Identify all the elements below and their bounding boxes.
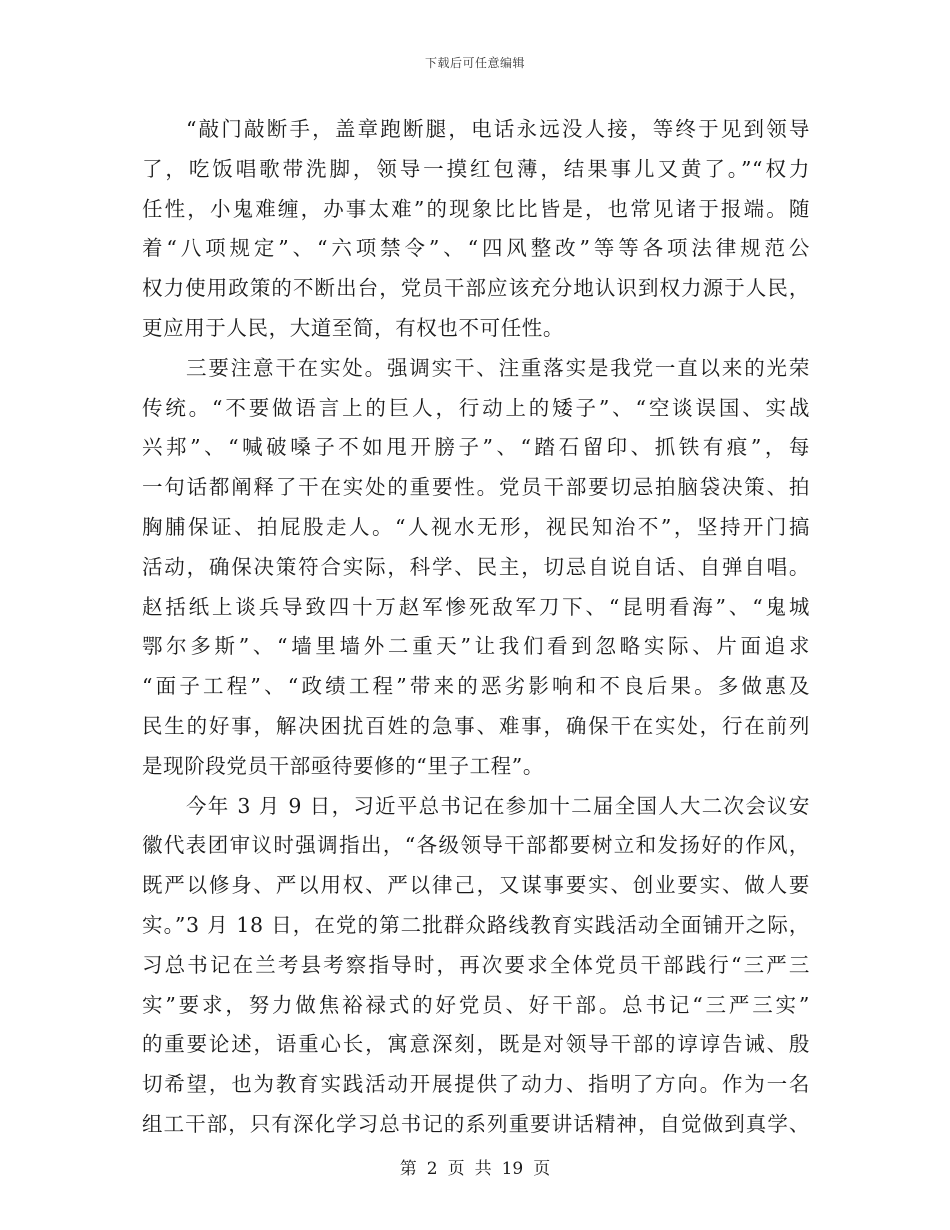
text-line: 一句话都阐释了干在实处的重要性。党员干部要切忌拍脑袋决策、拍 xyxy=(142,475,810,500)
text-line: 的重要论述，语重心长，寓意深刻，既是对领导干部的谆谆告诫、殷 xyxy=(142,1032,810,1057)
page-label: 第 xyxy=(399,1159,417,1179)
body-text xyxy=(142,110,810,1145)
text-line: 实”要求，努力做焦裕禄式的好党员、好干部。总书记“三严三实” xyxy=(142,992,810,1017)
text-line: 既严以修身、严以用权、严以律己，又谋事要实、创业要实、做人要 xyxy=(142,873,810,898)
text-line: 切希望，也为教育实践活动开展提供了动力、指明了方向。作为一名 xyxy=(142,1072,810,1097)
text-line: 是现阶段党员干部亟待要修的“里子工程”。 xyxy=(142,753,544,778)
text-line: 权力使用政策的不断出台，党员干部应该充分地认识到权力源于人民， xyxy=(142,276,810,301)
text-line: 胸脯保证、拍屁股走人。“人视水无形，视民知治不”，坚持开门搞 xyxy=(142,514,810,539)
text-line: 任性，小鬼难缠，办事太难”的现象比比皆是，也常见诸于报端。随 xyxy=(142,196,810,221)
text-line: 着“八项规定”、“六项禁令”、“四风整改”等等各项法律规范公 xyxy=(142,236,810,261)
total-label: 共 xyxy=(474,1159,492,1179)
text-line: 三要注意干在实处。强调实干、注重落实是我党一直以来的光荣 xyxy=(186,355,810,380)
page-unit: 页 xyxy=(447,1159,465,1179)
text-line: 了，吃饭唱歌带洗脚，领导一摸红包薄，结果事儿又黄了。”“权力 xyxy=(142,156,810,181)
text-line: “面子工程”、“政绩工程”带来的恶劣影响和不良后果。多做惠及 xyxy=(142,674,810,699)
total-pages: 19 xyxy=(501,1159,524,1179)
text-line: 活动，确保决策符合实际，科学、民主，切忌自说自话、自弹自唱。 xyxy=(142,554,810,579)
total-unit: 页 xyxy=(533,1159,551,1179)
text-line: 民生的好事，解决困扰百姓的急事、难事，确保干在实处，行在前列 xyxy=(142,713,810,738)
text-line: 今年 3 月 9 日，习近平总书记在参加十二届全国人大二次会议安 xyxy=(186,793,810,818)
text-line: 兴邦”、“喊破嗓子不如甩开膀子”、“踏石留印、抓铁有痕”，每 xyxy=(142,435,810,460)
text-line: 更应用于人民，大道至简，有权也不可任性。 xyxy=(142,315,564,340)
text-line: 鄂尔多斯”、“墙里墙外二重天”让我们看到忽略实际、片面追求 xyxy=(142,634,810,659)
page-footer xyxy=(0,1154,950,1179)
text-line: 实。”3 月 18 日，在党的第二批群众路线教育实践活动全面铺开之际， xyxy=(142,912,810,937)
text-line: 徽代表团审议时强调指出，“各级领导干部都要树立和发扬好的作风， xyxy=(142,833,810,858)
text-line: 传统。“不要做语言上的巨人，行动上的矮子”、“空谈误国、实战 xyxy=(142,395,810,420)
text-line: “敲门敲断手，盖章跑断腿，电话永远没人接，等终于见到领导 xyxy=(186,117,810,141)
text-line: 赵括纸上谈兵导致四十万赵军惨死敌军刀下、“昆明看海”、“鬼城 xyxy=(142,594,810,619)
text-line: 组工干部，只有深化学习总书记的系列重要讲话精神，自觉做到真学、 xyxy=(142,1111,810,1136)
page-header: 下载后可任意编辑 xyxy=(424,56,525,70)
text-line: 习总书记在兰考县考察指导时，再次要求全体党员干部践行“三严三 xyxy=(142,952,810,977)
page-number: 2 xyxy=(426,1159,438,1179)
